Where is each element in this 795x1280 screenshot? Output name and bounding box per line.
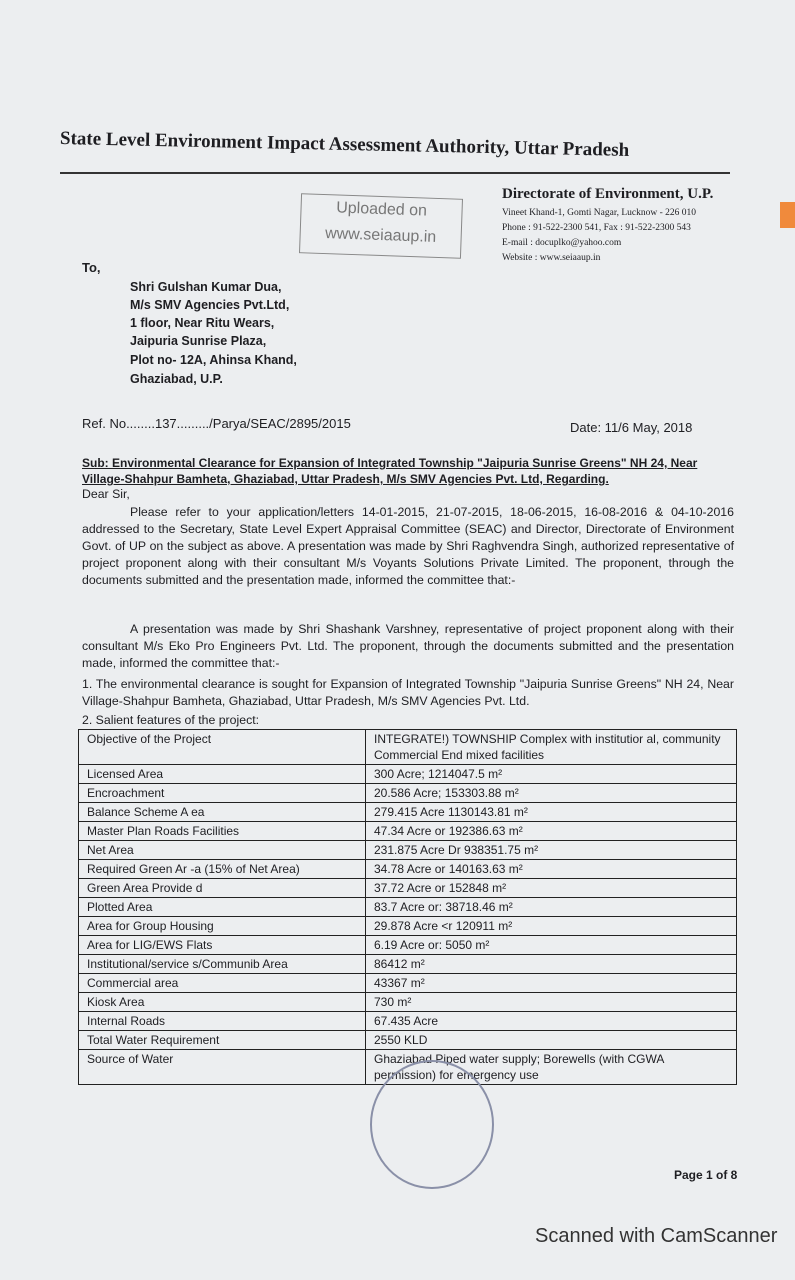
feature-value: 2550 KLD xyxy=(366,1031,737,1050)
feature-label: Internal Roads xyxy=(79,1012,366,1031)
upload-stamp xyxy=(299,193,463,259)
feature-label: Licensed Area xyxy=(79,765,366,784)
table-row xyxy=(79,784,737,803)
salient-features-table xyxy=(78,729,737,1085)
recipient-line: Shri Gulshan Kumar Dua, xyxy=(130,280,282,294)
table-row xyxy=(79,879,737,898)
feature-value: 6.19 Acre or: 5050 m² xyxy=(366,936,737,955)
feature-label: Commercial area xyxy=(79,974,366,993)
official-seal xyxy=(370,1060,494,1189)
stamp-line: Uploaded on xyxy=(335,199,428,220)
scanner-watermark: Scanned with CamScanner xyxy=(535,1225,778,1247)
feature-label: Encroachment xyxy=(79,784,366,803)
recipient-line: M/s SMV Agencies Pvt.Ltd, xyxy=(130,298,290,312)
feature-value: 43367 m² xyxy=(366,974,737,993)
feature-label: Institutional/service s/Communib Area xyxy=(79,955,366,974)
authority-title: State Level Environment Impact Assessment Authority, Uttar Pradesh xyxy=(59,128,630,161)
feature-label: Plotted Area xyxy=(79,898,366,917)
table-row xyxy=(79,955,737,974)
directorate-email: E-mail : docuplko@yahoo.com xyxy=(502,238,622,248)
feature-label: Balance Scheme A ea xyxy=(79,803,366,822)
table-row xyxy=(79,898,737,917)
list-item: 1. The environmental clearance is sought for Expansion of Integrated Township "Jaipuria Sunrise Greens" NH 24, Near Village-Shahpur Bamheta, Ghaziabad, Uttar Pradesh, M/s SMV Agencies Pvt. Ltd. xyxy=(82,677,734,708)
table-row xyxy=(79,917,737,936)
table-row xyxy=(79,993,737,1012)
feature-label: Area for Group Housing xyxy=(79,917,366,936)
feature-value: INTEGRATE!) TOWNSHIP Complex with institutior al, community Commercial End mixed facilities xyxy=(366,730,737,765)
table-row xyxy=(79,860,737,879)
letter-date: Date: 11/6 May, 2018 xyxy=(570,420,693,435)
feature-value: 67.435 Acre xyxy=(366,1012,737,1031)
recipient-line: Ghaziabad, U.P. xyxy=(130,372,223,386)
feature-label: Required Green Ar -a (15% of Net Area) xyxy=(79,860,366,879)
feature-value: 20.586 Acre; 153303.88 m² xyxy=(366,784,737,803)
feature-value: 730 m² xyxy=(366,993,737,1012)
feature-value: 279.415 Acre 1130143.81 m² xyxy=(366,803,737,822)
salutation: Dear Sir, xyxy=(82,487,130,501)
table-row xyxy=(79,765,737,784)
list-item: 2. Salient features of the project: xyxy=(82,713,260,727)
page-number: Page 1 of 8 xyxy=(674,1168,738,1182)
feature-value: 300 Acre; 1214047.5 m² xyxy=(366,765,737,784)
feature-label: Total Water Requirement xyxy=(79,1031,366,1050)
directorate-address: Vineet Khand-1, Gomti Nagar, Lucknow - 226 010 xyxy=(502,208,697,218)
feature-value: Ghaziabad Piped water supply; Borewells (with CGWA permission) for emergency use xyxy=(366,1050,737,1085)
table-row xyxy=(79,974,737,993)
feature-label: Source of Water xyxy=(79,1050,366,1085)
edge-tab xyxy=(780,202,795,228)
recipient-line: Jaipuria Sunrise Plaza, xyxy=(130,334,267,348)
directorate-website: Website : www.seiaaup.in xyxy=(502,253,601,263)
header-rule xyxy=(60,172,730,174)
recipient-line: 1 floor, Near Ritu Wears, xyxy=(130,316,275,330)
feature-value: 86412 m² xyxy=(366,955,737,974)
feature-value: 231.875 Acre Dr 938351.75 m² xyxy=(366,841,737,860)
stamp-line: www.seiaaup.in xyxy=(324,225,437,246)
feature-label: Kiosk Area xyxy=(79,993,366,1012)
feature-label: Master Plan Roads Facilities xyxy=(79,822,366,841)
table-row xyxy=(79,803,737,822)
feature-value: 34.78 Acre or 140163.63 m² xyxy=(366,860,737,879)
table-row xyxy=(79,822,737,841)
paragraph: A presentation was made by Shri Shashank Varshney, representative of project proponent along with their consultant M/s Eko Pro Engineers Pvt. Ltd. The proponent, through the documents submitted and the presentation made, informed the committee that:- xyxy=(82,622,734,670)
feature-value: 83.7 Acre or: 38718.46 m² xyxy=(366,898,737,917)
recipient-line: Plot no- 12A, Ahinsa Khand, xyxy=(130,353,297,367)
table-row xyxy=(79,936,737,955)
feature-label: Objective of the Project xyxy=(79,730,366,765)
feature-label: Area for LIG/EWS Flats xyxy=(79,936,366,955)
feature-label: Green Area Provide d xyxy=(79,879,366,898)
feature-value: 29.878 Acre <r 120911 m² xyxy=(366,917,737,936)
table-row xyxy=(79,1012,737,1031)
directorate-phone: Phone : 91-522-2300 541, Fax : 91-522-2300 543 xyxy=(502,223,691,233)
feature-label: Net Area xyxy=(79,841,366,860)
table-row xyxy=(79,730,737,765)
feature-value: 47.34 Acre or 192386.63 m² xyxy=(366,822,737,841)
subject-line: Sub: Environmental Clearance for Expansion of Integrated Township "Jaipuria Sunrise Greens" NH 24, Near Village-Shahpur Bamheta, Ghaziabad, Uttar Pradesh, M/s SMV Agencies Pvt. Ltd, Regarding. xyxy=(82,456,698,486)
to-label: To, xyxy=(82,260,101,275)
directorate-name: Directorate of Environment, U.P. xyxy=(502,186,714,202)
reference-number: Ref. No........137........./Parya/SEAC/2895/2015 xyxy=(82,416,351,431)
table-row xyxy=(79,1031,737,1050)
table-row xyxy=(79,841,737,860)
paragraph: Please refer to your application/letters 14-01-2015, 21-07-2015, 18-06-2015, 16-08-2016 & 04-10-2016 addressed to the Secretary, State Level Expert Appraisal Committee (SEAC) and Director, Directorate of Environment Govt. of UP on the subject as above. A presentation was made by Shri Raghvendra Singh, authorized representative of project proponent along with their consultant M/s Voyants Solutions Private Limited. The proponent, through the documents submitted and the presentation made, informed the committee that:- xyxy=(82,505,734,587)
feature-value: 37.72 Acre or 152848 m² xyxy=(366,879,737,898)
